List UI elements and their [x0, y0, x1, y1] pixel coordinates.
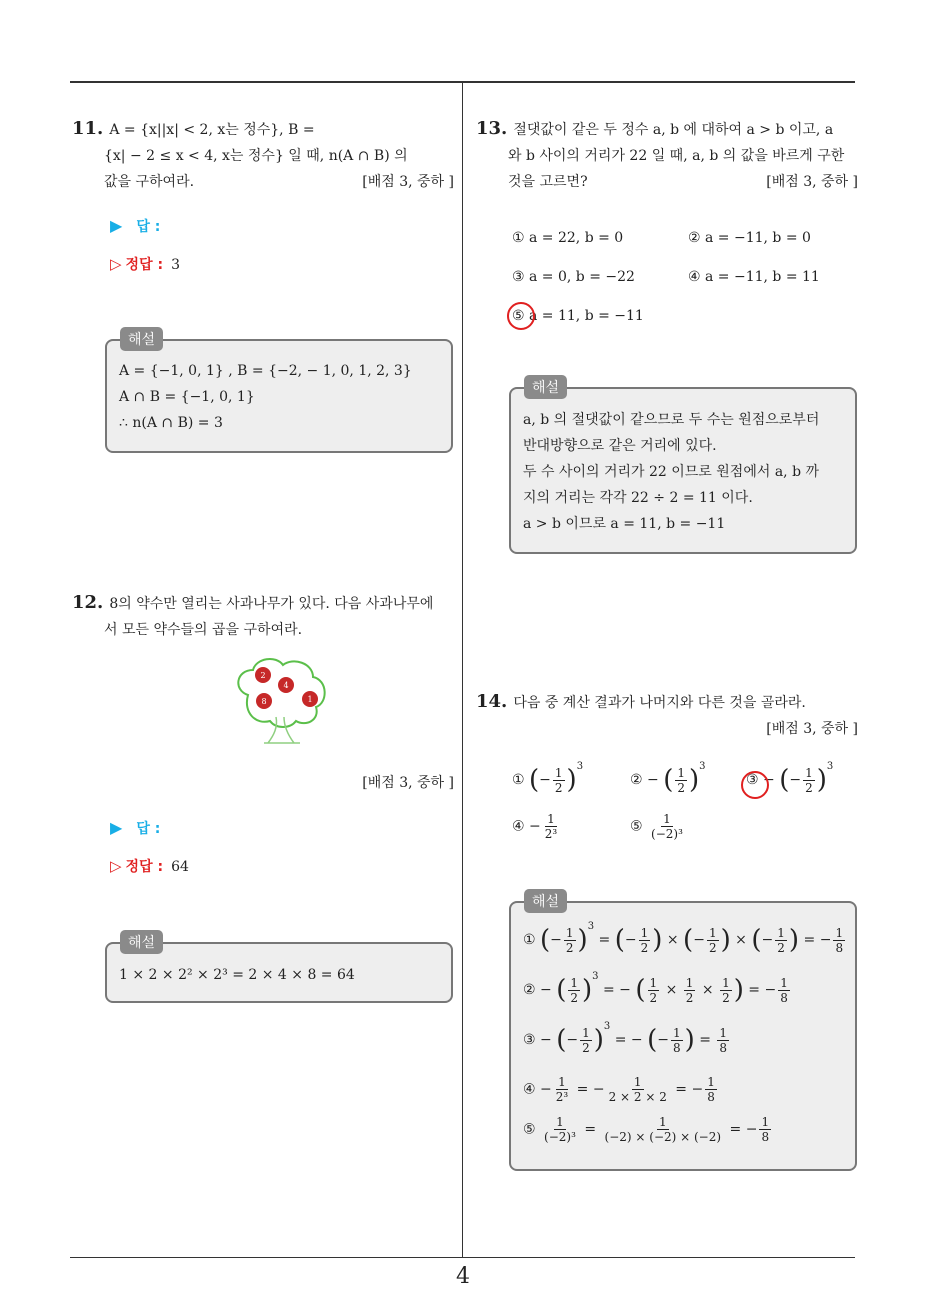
explain-line: 지의 거리는 각각 22 ÷ 2 = 11 이다. — [523, 490, 753, 506]
question-text: 값을 구하여라. — [104, 174, 195, 190]
question-13 — [476, 116, 858, 195]
explanation-tag: 해설 — [120, 327, 163, 351]
correct-label: 정답 : — [125, 859, 164, 875]
score-meta: [배점 3, 중하 ] — [362, 174, 454, 190]
play-icon: ▶ — [110, 818, 123, 837]
option-mark: ② — [630, 772, 643, 788]
option-1[interactable]: ① (− $\frac{1}{2}$ )$^3$ — [512, 761, 584, 795]
question-14 — [476, 689, 858, 742]
bottom-rule — [70, 1257, 855, 1258]
explanation-tag: 해설 — [524, 889, 567, 913]
correct-value: 64 — [171, 859, 189, 875]
question-11 — [72, 116, 454, 195]
triangle-icon: ▷ — [110, 857, 122, 875]
explain-line: ② − ( $\frac{1}{2}$ )$^3$ = − ( $\frac{1}{2}$ × $\frac{1}{2}$ × $\frac{1}{2}$ ) = − $\frac{1}{8}$ — [523, 971, 788, 1005]
selected-answer-circle — [741, 771, 769, 799]
correct-value: 3 — [171, 257, 180, 273]
explain-line: a, b 의 절댓값이 같으므로 두 수는 원점으로부터 — [523, 412, 820, 428]
explain-line: A = {−1, 0, 1} , B = {−2, − 1, 0, 1, 2, 3} — [119, 363, 412, 379]
question-12 — [72, 590, 454, 643]
answer-line — [110, 216, 160, 236]
column-divider — [462, 82, 463, 1258]
option-1[interactable]: ① a = 22, b = 0 — [512, 230, 624, 246]
apple-label: 8 — [261, 697, 267, 706]
question-text: 절댓값이 같은 두 정수 a, b 에 대하여 a > b 이고, a — [513, 122, 834, 138]
explain-line: ④ − $\frac{1}{\text{2³}}$ = − $\frac{1}{2 \times 2 \times 2}$ = − $\frac{1}{8}$ — [523, 1075, 715, 1104]
option-2[interactable]: ② − ( $\frac{1}{2}$ )$^3$ — [630, 761, 706, 795]
triangle-icon: ▷ — [110, 255, 122, 273]
explanation-box — [509, 387, 857, 554]
score-meta: [배점 3, 중하 ] — [766, 174, 858, 190]
explain-line: a > b 이므로 a = 11, b = −11 — [523, 516, 726, 532]
explanation-tag: 해설 — [120, 930, 163, 954]
explain-line: ③ − (− $\frac{1}{2}$ )$^3$ = − (− $\frac{1}{8}$ ) = $\frac{1}{8}$ — [523, 1021, 728, 1055]
question-text: {x| − 2 ≤ x < 4, x는 정수} 일 때, n(A ∩ B) 의 — [104, 148, 408, 164]
score-meta: [배점 3, 중하 ] — [362, 775, 454, 791]
selected-answer-circle — [507, 302, 535, 330]
explain-line: ① (− $\frac{1}{2}$ )$^3$ = (− $\frac{1}{2}$ ) × (− $\frac{1}{2}$ ) × (− $\frac{1}{2}$ ) = − $\frac{1}{8}$ — [523, 921, 844, 955]
question-text: A = {x||x| < 2, x는 정수}, B = — [109, 122, 315, 138]
question-text: 서 모든 약수들의 곱을 구하여라. — [104, 622, 303, 638]
answer-label: 답 : — [136, 821, 161, 837]
answer-label: 답 : — [136, 219, 161, 235]
correct-answer — [110, 254, 180, 274]
question-number: 14. — [476, 691, 508, 712]
question-text: 것을 고르면? — [508, 174, 588, 190]
option-2[interactable]: ② a = −11, b = 0 — [688, 230, 811, 246]
option-3[interactable]: ③ − (− $\frac{1}{2}$ )$^3$ — [746, 761, 834, 795]
explain-line: 두 수 사이의 거리가 22 이므로 원점에서 a, b 까 — [523, 464, 820, 480]
explain-line: 반대방향으로 같은 거리에 있다. — [523, 438, 717, 454]
option-4[interactable]: ④ − $\frac{1}{\text{2³}}$ — [512, 812, 558, 841]
option-3[interactable]: ③ a = 0, b = −22 — [512, 269, 635, 285]
option-4[interactable]: ④ a = −11, b = 11 — [688, 269, 820, 285]
apple-label: 1 — [307, 695, 313, 704]
question-number: 11. — [72, 118, 104, 139]
apple-label: 2 — [260, 671, 266, 680]
option-5[interactable]: ⑤ $\frac{1}{\text{(−2)³}}$ — [630, 812, 683, 841]
explanation-box — [105, 339, 453, 453]
question-text: 다음 중 계산 결과가 나머지와 다른 것을 골라라. — [513, 695, 806, 711]
question-number: 13. — [476, 118, 508, 139]
explain-line: A ∩ B = {−1, 0, 1} — [119, 389, 255, 405]
apple-tree-illustration — [228, 655, 332, 747]
option-5[interactable]: ⑤ a = 11, b = −11 — [512, 308, 644, 324]
question-number: 12. — [72, 592, 104, 613]
question-text: 8의 약수만 열리는 사과나무가 있다. 다음 사과나무에 — [109, 596, 434, 612]
correct-answer — [110, 856, 189, 876]
option-mark: ① — [512, 772, 525, 788]
question-text: 와 b 사이의 거리가 22 일 때, a, b 의 값을 바르게 구한 — [508, 148, 845, 164]
score-meta: [배점 3, 중하 ] — [766, 721, 858, 737]
option-mark: ⑤ — [630, 818, 643, 835]
explain-line: 1 × 2 × 2² × 2³ = 2 × 4 × 8 = 64 — [119, 967, 355, 983]
apple-label: 4 — [283, 681, 289, 690]
option-mark: ③ — [746, 772, 759, 788]
correct-label: 정답 : — [125, 257, 164, 273]
answer-line — [110, 818, 160, 838]
explanation-box — [509, 901, 857, 1171]
explanation-tag: 해설 — [524, 375, 567, 399]
page-number: 4 — [456, 1264, 470, 1289]
option-mark: ④ — [512, 818, 525, 835]
explain-line: ⑤ $\frac{1}{\text{(−2)³}}$ = $\frac{1}{(-2) \times (-2) \times (-2)}$ = − $\frac{1}{8}$ — [523, 1115, 770, 1144]
explain-line: ∴ n(A ∩ B) = 3 — [119, 415, 223, 431]
play-icon: ▶ — [110, 216, 123, 235]
